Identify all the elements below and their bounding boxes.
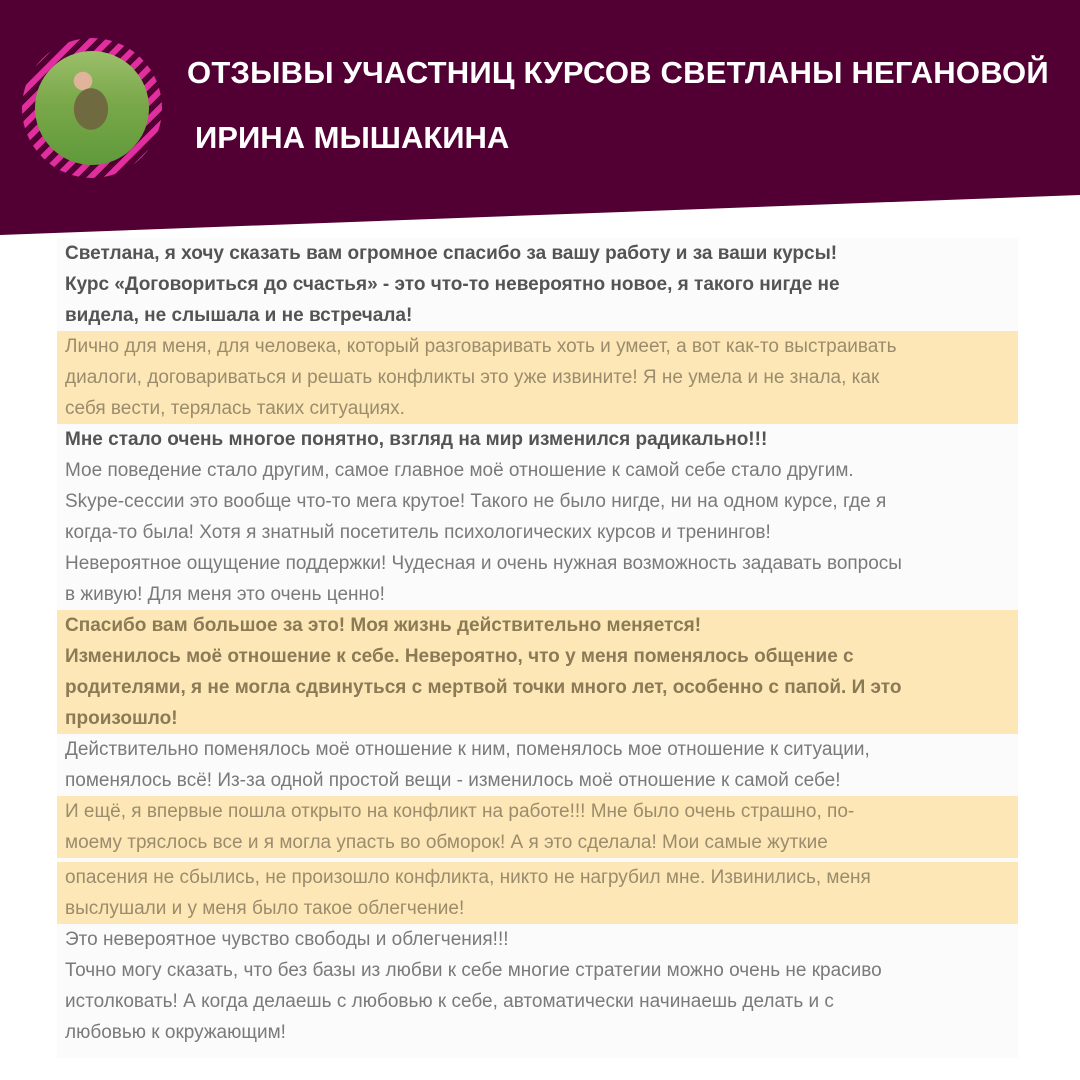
- review-line: Мое поведение стало другим, самое главное моё отношение к самой себе стало другим.: [65, 460, 854, 481]
- review-paragraph: [57, 424, 1018, 455]
- review-line: родителями, я не могла сдвинуться с мертвой точки много лет, особенно с папой. И это: [65, 677, 902, 698]
- review-paragraph-intro: [57, 238, 1018, 331]
- review-line: выслушали и у меня было такое облегчение!: [65, 898, 465, 919]
- header-background: [0, 0, 1080, 240]
- avatar: [22, 38, 162, 178]
- review-line: Изменилось моё отношение к себе. Невероятно, что у меня поменялось общение с: [65, 646, 854, 667]
- review-line: в живую! Для меня это очень ценно!: [65, 584, 385, 605]
- review-text: [57, 238, 1018, 1058]
- review-line: произошло!: [65, 708, 178, 729]
- review-line: диалоги, договариваться и решать конфликты это уже извините! Я не умела и не знала, как: [65, 367, 880, 388]
- reviewer-name: ИРИНА МЫШАКИНА: [195, 120, 510, 155]
- review-line: Светлана, я хочу сказать вам огромное спасибо за вашу работу и за ваши курсы!: [65, 243, 838, 264]
- review-paragraph: [57, 924, 1018, 1048]
- review-paragraph-highlight: [57, 862, 1018, 924]
- review-line: истолковать! А когда делаешь с любовью к себе, автоматически начинаешь делать и с: [65, 991, 834, 1012]
- review-line: когда-то была! Хотя я знатный посетитель психологических курсов и тренингов!: [65, 522, 771, 543]
- review-line: Курс «Договориться до счастья» - это что-то невероятно новое, я такого нигде не: [65, 274, 840, 295]
- review-line: себя вести, терялась таких ситуациях.: [65, 398, 405, 419]
- review-line: поменялось всё! Из-за одной простой вещи - изменилось моё отношение к самой себе!: [65, 770, 841, 791]
- page-title: ОТЗЫВЫ УЧАСТНИЦ КУРСОВ СВЕТЛАНЫ НЕГАНОВОЙ: [187, 55, 1049, 90]
- review-line: моему тряслось все и я могла упасть во обморок! А я это сделала! Мои самые жуткие: [65, 832, 828, 853]
- review-line: Лично для меня, для человека, который разговаривать хоть и умеет, а вот как-то выстраивать: [65, 336, 897, 357]
- review-line: опасения не сбылись, не произошло конфликта, никто не нагрубил мне. Извинились, меня: [65, 867, 871, 888]
- review-line: Skype-сессии это вообще что-то мега крутое! Такого не было нигде, ни на одном курсе, где я: [65, 491, 887, 512]
- review-paragraph-highlight: [57, 796, 1018, 858]
- review-line: любовью к окружающим!: [65, 1022, 286, 1043]
- review-paragraph: [57, 455, 1018, 610]
- review-line: Точно могу сказать, что без базы из любви к себе многие стратегии можно очень не красиво: [65, 960, 882, 981]
- review-line: Это невероятное чувство свободы и облегчения!!!: [65, 929, 509, 950]
- review-line: Невероятное ощущение поддержки! Чудесная и очень нужная возможность задавать вопросы: [65, 553, 902, 574]
- avatar-photo: [35, 51, 149, 165]
- review-line: Мне стало очень многое понятно, взгляд на мир изменился радикально!!!: [65, 429, 768, 450]
- review-line: Спасибо вам большое за это! Моя жизнь действительно меняется!: [65, 615, 702, 636]
- review-line: видела, не слышала и не встречала!: [65, 305, 413, 326]
- review-paragraph-highlight: [57, 331, 1018, 424]
- review-line: Действительно поменялось моё отношение к ним, поменялось мое отношение к ситуации,: [65, 739, 870, 760]
- review-paragraph: [57, 734, 1018, 796]
- review-paragraph-highlight: [57, 610, 1018, 734]
- review-line: И ещё, я впервые пошла открыто на конфликт на работе!!! Мне было очень страшно, по-: [65, 801, 855, 822]
